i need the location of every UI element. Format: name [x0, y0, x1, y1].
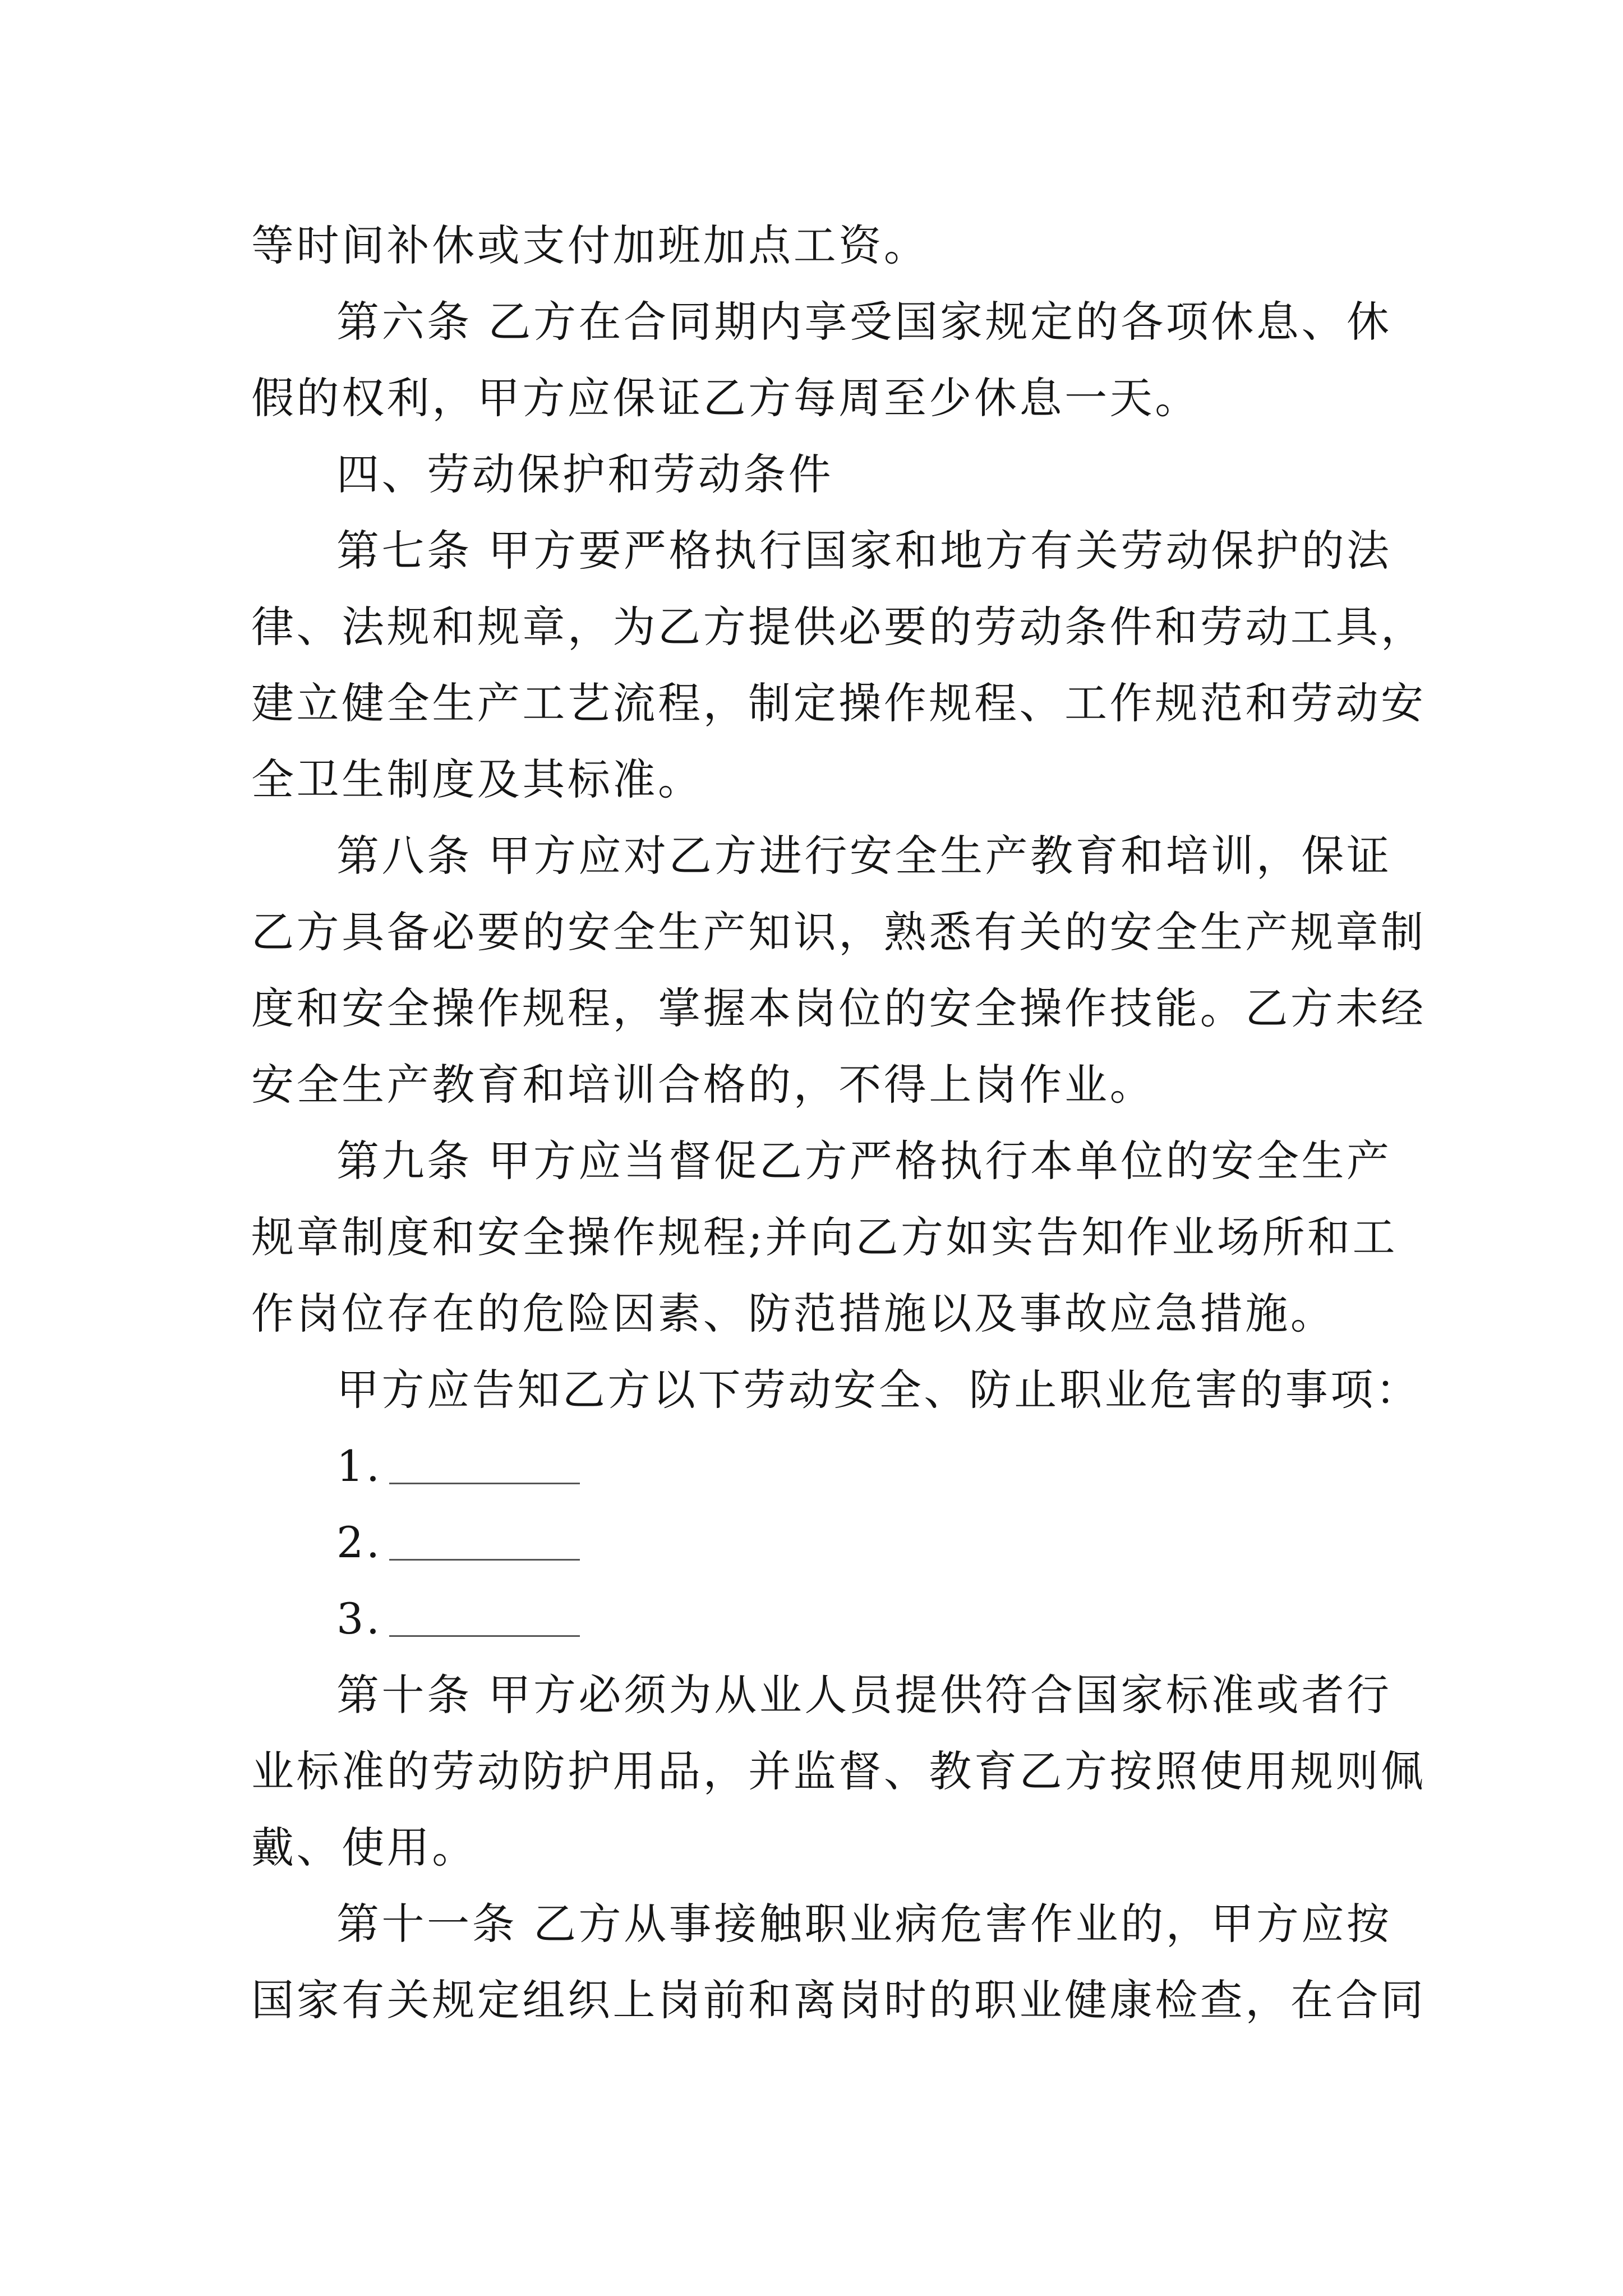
text-line: 第六条 乙方在合同期内享受国家规定的各项休息、休 [336, 297, 1392, 347]
text-line: 全卫生制度及其标准。 [251, 754, 703, 804]
text-line: 度和安全操作规程，掌握本岗位的安全操作技能。乙方未经 [251, 983, 1426, 1033]
blank-item-2 [251, 1504, 1378, 1581]
text-line: 国家有关规定组织上岗前和离岗时的职业健康检查，在合同 [251, 1975, 1426, 2025]
fill-in-blank [389, 1635, 580, 1637]
text-line: 律、法规和规章，为乙方提供必要的劳动条件和劳动工具， [251, 602, 1426, 652]
contract-text [251, 208, 1426, 2039]
blank-number: 2. [336, 1517, 382, 1567]
text-line: 安全生产教育和培训合格的，不得上岗作业。 [251, 1060, 1155, 1110]
text-line: 第十条 甲方必须为从业人员提供符合国家标准或者行 [336, 1670, 1392, 1720]
text-line: 作岗位存在的危险因素、防范措施以及事故应急措施。 [251, 1289, 1336, 1338]
blank-number: 1. [336, 1441, 382, 1491]
text-line: 假的权利，甲方应保证乙方每周至少休息一天。 [251, 373, 1200, 423]
text-line: 建立健全生产工艺流程，制定操作规程、工作规范和劳动安 [251, 678, 1426, 728]
section-heading: 四、劳动保护和劳动条件 [336, 449, 834, 499]
text-line: 第八条 甲方应对乙方进行安全生产教育和培训，保证 [336, 831, 1392, 881]
text-line: 第七条 甲方要严格执行国家和地方有关劳动保护的法 [336, 526, 1392, 576]
blank-item-1 [251, 1428, 1378, 1504]
blank-number: 3. [336, 1594, 382, 1644]
text-line: 业标准的劳动防护用品，并监督、教育乙方按照使用规则佩 [251, 1746, 1426, 1796]
fill-in-blank [389, 1559, 580, 1561]
text-line: 戴、使用。 [251, 1823, 477, 1872]
fill-in-blank [389, 1483, 580, 1484]
text-line: 第十一条 乙方从事接触职业病危害作业的，甲方应按 [336, 1899, 1392, 1949]
text-line: 甲方应告知乙方以下劳动安全、防止职业危害的事项： [336, 1365, 1421, 1415]
blank-item-3 [251, 1581, 1378, 1657]
text-line: 等时间补休或支付加班加点工资。 [251, 220, 929, 270]
text-line: 乙方具备必要的安全生产知识，熟悉有关的安全生产规章制 [251, 907, 1426, 957]
text-line: 第九条 甲方应当督促乙方严格执行本单位的安全生产 [336, 1136, 1392, 1186]
text-line: 规章制度和安全操作规程;并向乙方如实告知作业场所和工 [251, 1212, 1398, 1262]
